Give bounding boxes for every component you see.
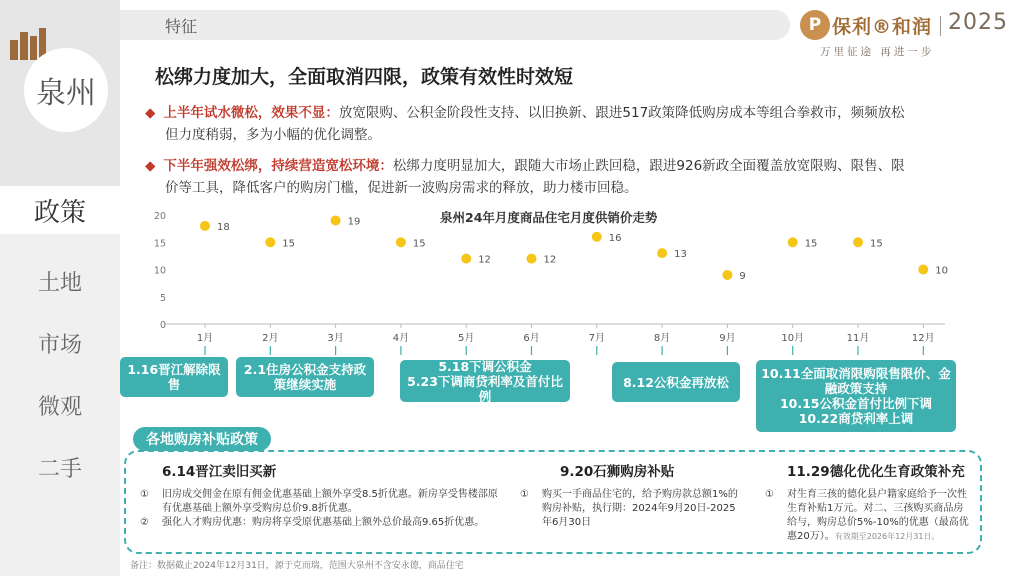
data-label: 13	[674, 249, 687, 261]
data-point	[853, 237, 863, 247]
data-label: 10	[935, 265, 949, 277]
bullet-second-half	[145, 155, 990, 199]
subsidy-title: 9.20石狮购房补贴	[560, 464, 675, 480]
brand-logo	[800, 8, 1015, 60]
data-label: 15	[282, 238, 296, 250]
subsidy-line: ① 对生育三孩的德化县户籍家庭给予一次性生育补贴1万元。对二、三孩购买商品房给与，购房总价5%-10%的优惠（最高优惠20万）。有效期至2026年12月31日。	[765, 489, 969, 542]
section-tab-bar	[120, 10, 790, 40]
bullet-text-cont: 但力度稍弱，多为小幅的优化调整。	[165, 127, 381, 143]
data-point	[396, 237, 406, 247]
brand-mark-icon: P	[800, 10, 830, 40]
data-point	[722, 270, 732, 280]
data-point	[200, 221, 210, 231]
bullet-highlight: 上半年试水微松，效果不显：	[163, 105, 339, 121]
x-tick-label: 12月	[911, 333, 935, 344]
bullet-text: 放宽限购、公积金阶段性支持、以旧换新、跟进517政策降低购房成本等组合拳救市，频频放松	[338, 105, 905, 121]
callout-jan: 1.16晋江解除限售	[120, 357, 228, 397]
page-title: 松绑力度加大，全面取消四限，政策有效性时效短	[155, 66, 574, 88]
x-tick-label: 7月	[588, 333, 605, 344]
data-point	[461, 254, 471, 264]
nav-item-market[interactable]: 市场	[37, 333, 82, 358]
bullet-first-half	[145, 102, 990, 146]
diamond-bullet-icon: ◆	[145, 105, 156, 121]
subsidy-line: ① 购买一手商品住宅的，给予购房款总额1%的购房补贴，执行期：2024年9月20日-2025年6月30日	[520, 489, 738, 528]
y-tick-label: 20	[153, 211, 166, 222]
bullet-highlight: 下半年强效松绑，持续营造宽松环境：	[163, 158, 393, 174]
price-trend-chart	[120, 205, 950, 355]
nav-item-micro[interactable]: 微观	[37, 395, 82, 420]
brand-name: 保利®和润	[832, 16, 933, 38]
data-point	[918, 265, 928, 275]
nav-item-land[interactable]: 土地	[37, 271, 82, 296]
city-name: 泉州	[24, 48, 108, 132]
data-point	[788, 237, 798, 247]
callout-feb: 2.1住房公积金支持政策继续实施	[236, 357, 374, 397]
data-label: 16	[608, 232, 622, 244]
subsidy-col-jinjiang	[140, 460, 500, 530]
subsidy-tab: 各地购房补贴政策	[133, 427, 271, 451]
x-tick-label: 9月	[719, 333, 736, 344]
y-tick-label: 15	[153, 238, 166, 250]
data-label: 18	[217, 221, 230, 233]
bullet-text-cont: 价等工具，降低客户的购房门槛，促进新一波购房需求的释放，助力楼市回稳。	[165, 180, 638, 196]
x-tick-label: 6月	[523, 333, 540, 344]
x-tick-label: 3月	[327, 333, 344, 344]
callout-oct: 10.11全面取消限购限售限价、金融政策支持 10.15公积金首付比例下调 10.22商贷利率上调	[756, 360, 956, 432]
bullet-text: 松绑力度明显加大，跟随大市场止跌回稳，跟进926新政全面覆盖放宽限购、限售、限	[392, 158, 905, 174]
callout-aug: 8.12公积金再放松	[612, 362, 740, 402]
data-point	[527, 254, 537, 264]
y-tick-label: 5	[159, 292, 166, 304]
footer-note: 备注：数据截止2024年12月31日，源于克而瑞，范围大泉州不含安永德，商品住宅	[130, 561, 464, 571]
data-point	[657, 248, 667, 258]
x-tick-label: 8月	[653, 333, 671, 344]
subsidy-line: ② 强化人才购房优惠：购房将享受原优惠基础上额外总价最高9.65折优惠。	[140, 517, 485, 528]
chart-title: 泉州24年月度商品住宅月度供销价走势	[440, 210, 658, 225]
data-label: 12	[478, 254, 491, 266]
subsidy-line: ① 旧房成交佣金在原有佣金优惠基础上额外享受8.5折优惠。新房享受售楼部原有优惠基础上额外享受购房总价9.8折优惠。	[140, 489, 498, 514]
diamond-bullet-icon: ◆	[145, 158, 156, 174]
section-tab-label: 特征	[165, 17, 198, 36]
data-label: 15	[804, 238, 818, 250]
brand-year: 2025	[948, 10, 1008, 35]
data-label: 9	[739, 270, 746, 282]
nav-item-secondhand[interactable]: 二手	[37, 457, 82, 482]
nav-item-policy[interactable]: 政策	[0, 186, 120, 234]
brand-slogan: 万里征途 再进一步	[820, 46, 935, 58]
x-tick-label: 1月	[196, 333, 214, 344]
callout-may: 5.18下调公积金 5.23下调商贷利率及首付比例	[400, 360, 570, 402]
subsidy-col-dehua	[765, 460, 970, 544]
data-label: 15	[870, 238, 883, 250]
data-label: 19	[347, 216, 361, 228]
x-tick-label: 11月	[846, 333, 870, 344]
subsidy-title: 6.14晋江卖旧买新	[162, 464, 277, 480]
x-tick-label: 5月	[458, 333, 475, 344]
x-tick-label: 4月	[392, 333, 410, 344]
y-tick-label: 0	[159, 320, 166, 331]
data-label: 12	[543, 254, 557, 266]
x-tick-label: 10月	[781, 333, 805, 344]
x-tick-label: 2月	[262, 333, 279, 344]
data-point	[331, 215, 341, 225]
data-point	[265, 237, 275, 247]
data-label: 15	[412, 238, 426, 250]
subsidy-col-shishi	[520, 460, 745, 530]
data-point	[592, 232, 602, 242]
brand-divider	[940, 16, 941, 36]
subsidy-note: 有效期至2026年12月31日。	[834, 532, 940, 541]
subsidy-title: 11.29德化优化生育政策补充	[787, 464, 965, 480]
y-tick-label: 10	[153, 265, 166, 277]
